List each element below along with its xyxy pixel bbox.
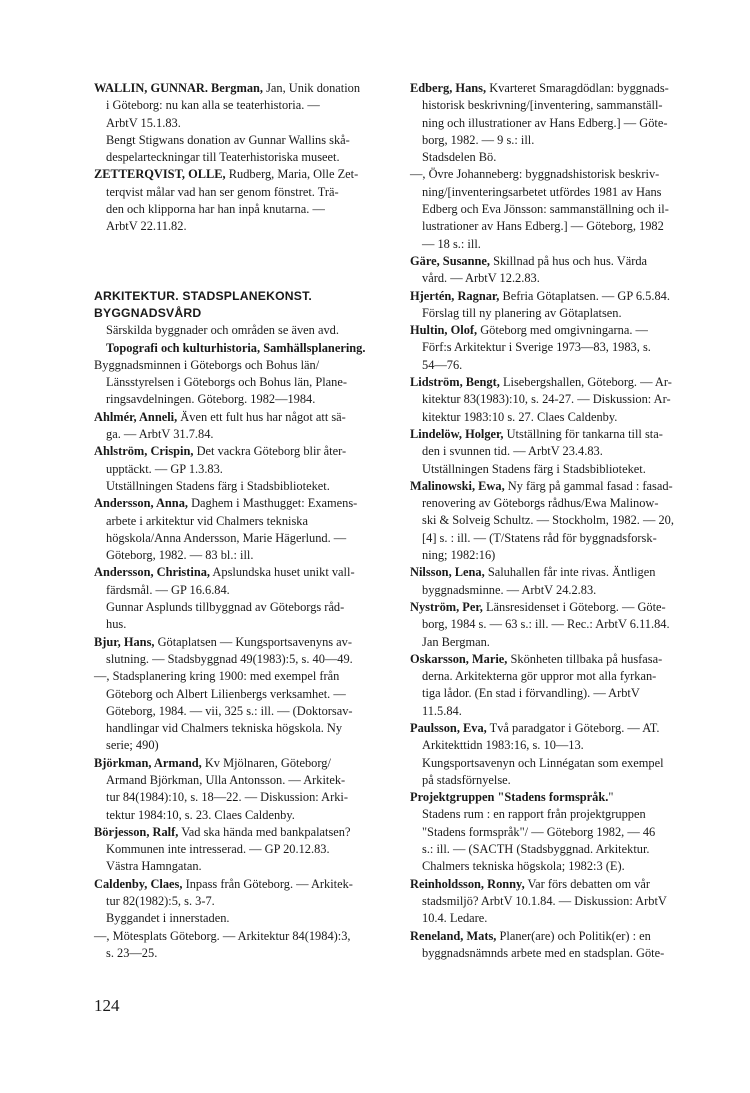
author-name: WALLIN, GUNNAR. Bergman, [94, 81, 263, 95]
bibliography-entry [94, 668, 374, 754]
entry-line: Göteborg och Albert Lilienbergs verksamhet. — [106, 686, 346, 701]
entry-line: serie; 490) [106, 738, 159, 753]
entry-line: i Göteborg: nu kan alla se teaterhistoria. — [106, 98, 320, 113]
entry-line: Hjertén, Ragnar, Befria Götaplatsen. — GP 6.5.84. [410, 288, 670, 303]
entry-line: historisk beskrivning/[inventering, sammanställ- [422, 98, 663, 113]
bibliography-entry [94, 876, 374, 928]
entry-line: vård. — ArbtV 12.2.83. [422, 271, 540, 286]
bibliography-entry [94, 755, 374, 824]
left-entry-list [94, 357, 374, 962]
entry-line: Malinowski, Ewa, Ny färg på gammal fasad : fasad- [410, 478, 673, 493]
entry-line: ZETTERQVIST, OLLE, Rudberg, Maria, Olle Zet- [94, 167, 359, 182]
entry-line: Stadsdelen Bö. [422, 150, 497, 165]
entry-line: Edberg, Hans, Kvarteret Smaragdödlan: byggnads- [410, 81, 669, 95]
entry-line: "Stadens formspråk"/ — Göteborg 1982, — 46 [422, 824, 656, 839]
author-name: Gäre, Susanne, [410, 253, 490, 268]
entry-line: Ahlström, Crispin, Det vackra Göteborg blir åter- [94, 444, 347, 459]
bibliography-entry [94, 357, 374, 409]
author-name: Andersson, Anna, [94, 496, 188, 511]
bibliography-entry [410, 789, 704, 875]
entry-line: ga. — ArbtV 31.7.84. [106, 427, 214, 442]
entry-line: Börjesson, Ralf, Vad ska hända med bankpalatsen? [94, 824, 351, 839]
author-name: Projektgruppen "Stadens formspråk. [410, 790, 609, 805]
entry-line: renovering av Göteborgs rådhus/Ewa Malinow- [422, 496, 659, 511]
bibliography-entry [94, 634, 374, 669]
bibliography-entry [410, 928, 704, 963]
entry-line: färdsmål. — GP 16.6.84. [106, 582, 230, 597]
section-heading: ARKITEKTUR. STADSPLANEKONST. [94, 288, 312, 303]
entry-line: ArbtV 15.1.83. [106, 115, 181, 130]
entry-line: —, Stadsplanering kring 1900: med exempel från [94, 669, 340, 684]
entry-line: lustrationer av Hans Edberg.] — Göteborg, 1982 [422, 219, 664, 234]
entry-line: arbete i arkitektur vid Chalmers tekniska [106, 513, 308, 528]
entry-line: Stadens rum : en rapport från projektgruppen [422, 807, 646, 822]
entry-line: Paulsson, Eva, Två paradgator i Göteborg. — AT. [410, 720, 660, 735]
section-spacer [94, 236, 374, 288]
entry-line: Gäre, Susanne, Skillnad på hus och hus. Värda [410, 253, 648, 268]
entry-line: Göteborg, 1984. — vii, 325 s.: ill. — (Doktorsav- [106, 703, 353, 718]
entry-line: Andersson, Anna, Daghem i Masthugget: Examens- [94, 496, 358, 511]
entry-line: ning; 1982:16) [422, 548, 496, 563]
entry-line: Utställningen Stadens färg i Stadsbiblioteket. [106, 478, 330, 493]
entry-line: Caldenby, Claes, Inpass från Göteborg. — Arkitek- [94, 876, 353, 891]
bibliography-entry [410, 322, 704, 374]
author-name: Nilsson, Lena, [410, 565, 485, 580]
entry-line: byggnadsnämnds arbete med en stadsplan. Göte- [422, 945, 665, 960]
entry-line: upptäckt. — GP 1.3.83. [106, 461, 223, 476]
entry-line: —, Övre Johanneberg: byggnadshistorisk beskriv- [410, 167, 660, 182]
entry-line: s. 23—25. [106, 945, 158, 960]
entry-line: högskola/Anna Andersson, Marie Hägerlund. — [106, 530, 347, 545]
section-heading-continued: BYGGNADSVÅRD [94, 305, 202, 320]
entry-line: despelarteckningar till Teaterhistoriska museet. [106, 150, 340, 165]
entry-line: tiga lådor. (En stad i förvandling). — ArbtV [422, 686, 640, 701]
author-name: Reneland, Mats, [410, 928, 497, 943]
bibliography-entry [410, 253, 704, 288]
bibliography-entry [94, 928, 374, 963]
entry-line: den och klipporna har han inpå knutarna. — [106, 202, 325, 217]
entry-line: Nyström, Per, Länsresidenset i Göteborg. — Göte- [410, 599, 666, 614]
page-number: 124 [94, 996, 120, 1015]
entry-line: Lindelöw, Holger, Utställning för tankarna till sta- [410, 426, 663, 441]
entry-line: slutning. — Stadsbyggnad 49(1983):5, s. 40—49. [106, 651, 353, 666]
right-entry-list [410, 80, 704, 962]
entry-line: tektur 1984:10, s. 23. Claes Caldenby. [106, 807, 295, 822]
entry-line: kitektur 1983:10 s. 27. Claes Caldenby. [422, 409, 618, 424]
entry-zetterqvist [94, 166, 374, 235]
entry-line: Reneland, Mats, Planer(are) och Politik(er) : en [410, 928, 651, 943]
entry-line: s.: ill. — (SACTH (Stadsbyggnad. Arkitektur. [422, 842, 650, 857]
bibliography-entry [410, 720, 704, 789]
author-name: Reinholdsson, Ronny, [410, 876, 525, 891]
author-name: Malinowski, Ewa, [410, 478, 505, 493]
entry-line: Lidström, Bengt, Lisebergshallen, Göteborg. — Ar- [410, 375, 672, 390]
author-name: Hjertén, Ragnar, [410, 288, 500, 303]
author-name: Björkman, Armand, [94, 755, 202, 770]
bibliography-entry [94, 409, 374, 444]
bibliography-entry [410, 80, 704, 166]
entry-line: Edberg och Eva Jönsson: sammanställning och il- [422, 202, 669, 217]
entry-line: — 18 s.: ill. [422, 236, 481, 251]
entry-line: Andersson, Christina, Apslundska huset unikt vall- [94, 565, 355, 580]
entry-line: borg, 1984 s. — 63 s.: ill. — Rec.: ArbtV 6.11.84. [422, 617, 670, 632]
bibliography-entry [94, 564, 374, 633]
entry-line: WALLIN, GUNNAR. Bergman, Jan, Unik donation [94, 81, 361, 95]
entry-line: Ahlmér, Anneli, Även ett fult hus har något att sä- [94, 409, 346, 424]
author-name: Andersson, Christina, [94, 565, 211, 580]
entry-line: Hultin, Olof, Göteborg med omgivningarna. — [410, 323, 648, 338]
entry-line: handlingar vid Chalmers tekniska högskola. Ny [106, 721, 343, 736]
entry-line: ski & Solveig Schultz. — Stockholm, 1982. — 20, [422, 513, 674, 528]
bibliography-entry [94, 495, 374, 564]
entry-line: kitektur 83(1983):10, s. 24-27. — Diskussion: Ar- [422, 392, 671, 407]
entry-line: borg, 1982. — 9 s.: ill. [422, 132, 535, 147]
author-name: Edberg, Hans, [410, 81, 487, 95]
entry-line: Kommunen inte intresserad. — GP 20.12.83. [106, 842, 330, 857]
entry-line: 11.5.84. [422, 703, 462, 718]
bibliography-entry [410, 426, 704, 478]
entry-line: 10.4. Ledare. [422, 911, 488, 926]
bibliography-entry [410, 288, 704, 323]
entry-line: byggnadsminne. — ArbtV 24.2.83. [422, 582, 597, 597]
entry-line: Byggnadsminnen i Göteborgs och Bohus län/ [94, 357, 320, 372]
entry-line: stadsmiljö? ArbtV 10.1.84. — Diskussion: ArbtV [422, 893, 667, 908]
author-name: Oskarsson, Marie, [410, 651, 508, 666]
entry-line: Utställningen Stadens färg i Stadsbiblioteket. [422, 461, 646, 476]
entry-line: 54—76. [422, 357, 463, 372]
entry-line: Förslag till ny planering av Götaplatsen. [422, 305, 622, 320]
entry-line: Oskarsson, Marie, Skönheten tillbaka på husfasa- [410, 651, 663, 666]
author-name: Lidström, Bengt, [410, 375, 500, 390]
entry-line: Armand Björkman, Ulla Antonsson. — Arkitek- [106, 772, 346, 787]
right-column [410, 80, 704, 962]
entry-line: Nilsson, Lena, Saluhallen får inte rivas. Äntligen [410, 565, 656, 580]
bibliography-entry [410, 478, 704, 564]
author-name: Bjur, Hans, [94, 634, 155, 649]
entry-line: [4] s. : ill. — (T/Statens råd för byggnadsforsk- [422, 530, 657, 545]
entry-line: Projektgruppen "Stadens formspråk." [410, 790, 614, 805]
author-name: Ahlström, Crispin, [94, 444, 194, 459]
bibliography-entry [410, 651, 704, 720]
entry-line: den i svunnen tid. — ArbtV 23.4.83. [422, 444, 603, 459]
author-name: Nyström, Per, [410, 599, 483, 614]
author-name: Hultin, Olof, [410, 323, 478, 338]
bibliography-entry [410, 599, 704, 651]
bibliography-entry [410, 564, 704, 599]
entry-line: derna. Arkitekterna gör uppror mot alla fyrkan- [422, 669, 657, 684]
author-name: Caldenby, Claes, [94, 876, 183, 891]
entry-line: Bjur, Hans, Götaplatsen — Kungsportsavenyns av- [94, 634, 353, 649]
author-name: ZETTERQVIST, OLLE, [94, 167, 226, 182]
entry-line: Reinholdsson, Ronny, Var förs debatten om vår [410, 876, 651, 891]
bibliography-entry [94, 824, 374, 876]
author-name: Börjesson, Ralf, [94, 824, 179, 839]
bibliography-entry [410, 166, 704, 252]
entry-line: —, Mötesplats Göteborg. — Arkitektur 84(1984):3, [94, 928, 351, 943]
entry-line: Chalmers tekniska högskola; 1982:3 (E). [422, 859, 625, 874]
bibliography-entry [410, 374, 704, 426]
entry-line: Bengt Stigwans donation av Gunnar Wallins skå- [106, 132, 350, 147]
entry-line: på stadsförnyelse. [422, 772, 511, 787]
author-name: Lindelöw, Holger, [410, 426, 504, 441]
entry-line: Byggandet i innerstaden. [106, 911, 230, 926]
entry-line: Västra Hamngatan. [106, 859, 202, 874]
entry-line: Kungsportsavenyn och Linnégatan som exempel [422, 755, 664, 770]
entry-line: Göteborg, 1982. — 83 bl.: ill. [106, 548, 254, 563]
entry-line: Jan Bergman. [422, 634, 490, 649]
entry-line: ringsavdelningen. Göteborg. 1982—1984. [106, 392, 316, 407]
entry-line: Björkman, Armand, Kv Mjölnaren, Göteborg/ [94, 755, 331, 770]
author-name: Paulsson, Eva, [410, 720, 487, 735]
entry-line: hus. [106, 617, 127, 632]
entry-line: Arkitekttidn 1983:16, s. 10—13. [422, 738, 584, 753]
bibliography-entry [94, 443, 374, 495]
entry-line: tur 82(1982):5, s. 3-7. [106, 894, 215, 909]
section-note: Särskilda byggnader och områden se även avd. [106, 323, 339, 338]
entry-line: Gunnar Asplunds tillbyggnad av Göteborgs råd- [106, 600, 345, 615]
left-column [94, 80, 374, 962]
author-name: Ahlmér, Anneli, [94, 409, 178, 424]
entry-line: ArbtV 22.11.82. [106, 219, 187, 234]
entry-line: terqvist målar vad han ser genom fönstret. Trä- [106, 184, 339, 199]
entry-wallin [94, 80, 374, 166]
section-note-topics: Topografi och kulturhistoria, Samhällsplanering. [106, 340, 366, 355]
entry-line: tur 84(1984):10, s. 18—22. — Diskussion: Arki- [106, 790, 348, 805]
entry-line: Förf:s Arkitektur i Sverige 1973—83, 1983, s. [422, 340, 651, 355]
entry-line: ning och illustrationer av Hans Edberg.] — Göte- [422, 115, 668, 130]
entry-line: ning/[inventeringsarbetet utfördes 1981 av Hans [422, 184, 662, 199]
entry-line: Länsstyrelsen i Göteborgs och Bohus län, Plane- [106, 375, 348, 390]
bibliography-entry [410, 876, 704, 928]
